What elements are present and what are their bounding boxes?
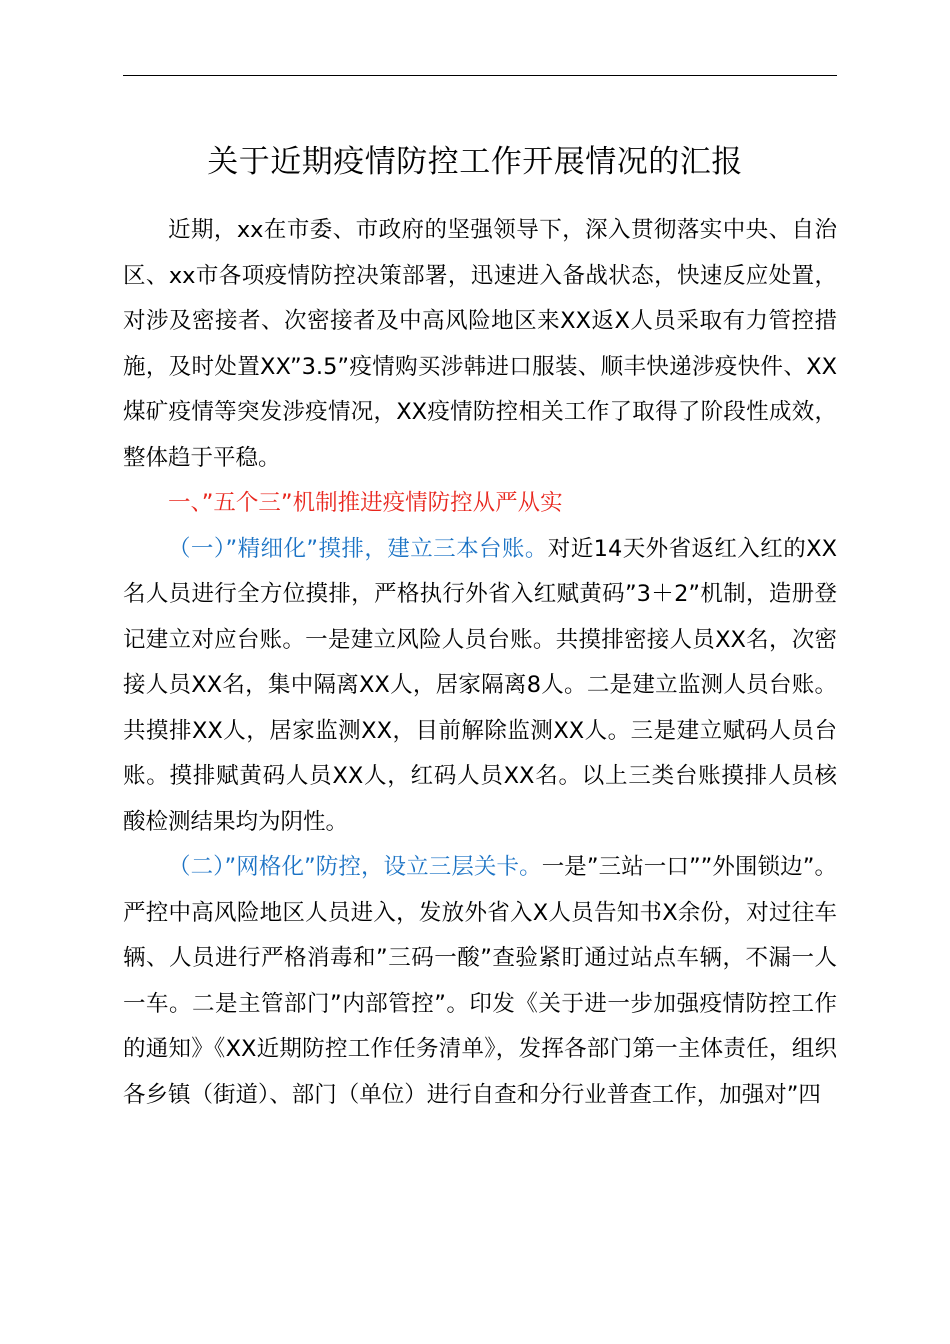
document-body [123, 208, 837, 1118]
header-rule [123, 75, 837, 76]
subsection-2-heading: （二）”网格化”防控，设立三层关卡。 [168, 854, 542, 880]
document-title: 关于近期疫情防控工作开展情况的汇报 [207, 144, 743, 180]
intro-paragraph: 近期，xx在市委、市政府的坚强领导下，深入贯彻落实中央、自治区、xx市各项疫情防控决策部署，迅速进入备战状态，快速反应处置，对涉及密接者、次密接者及中高风险地区来XX返X人员采取有力管控措施，及时处置XX”3.5”疫情购买涉韩进口服装、顺丰快递涉疫快件、XX煤矿疫情等突发涉疫情况，XX疫情防控相关工作了取得了阶段性成效，整体趋于平稳。 [123, 217, 837, 471]
subsection-1-heading: （一）”精细化”摸排，建立三本台账。 [168, 535, 548, 562]
subsection-1-body: 对近14天外省返红入红的XX名人员进行全方位摸排，严格执行外省入红赋黄码”3＋2”机制，造册登记建立对应台账。一是建立风险人员台账。共摸排密接人员XX名，次密接人员XX名，集中隔离XX人，居家隔离8人。二是建立监测人员台账。共摸排XX人，居家监测XX，目前解除监测XX人。三是建立赋码人员台账。摸排赋黄码人员XX人，红码人员XX名。以上三类台账摸排人员核酸检测结果均为阴性。 [123, 535, 837, 835]
subsection-1-paragraph [123, 527, 837, 846]
subsection-2-body: 一是”三站一口””外围锁边”。严控中高风险地区人员进入，发放外省入X人员告知书X余份，对过往车辆、人员进行严格消毒和”三码一酸”查验紧盯通过站点车辆，不漏一人一车。二是主管部门”内部管控”。印发《关于进一步加强疫情防控工作的通知》《XX近期防控工作任务清单》，发挥各部门第一主体责任，组织各乡镇（街道）、部门（单位）进行自查和分行业普查工作，加强对”四 [123, 854, 837, 1108]
subsection-2-paragraph [123, 845, 837, 1118]
section-1-heading: 一、”五个三”机制推进疫情防控从严从实 [168, 490, 563, 516]
